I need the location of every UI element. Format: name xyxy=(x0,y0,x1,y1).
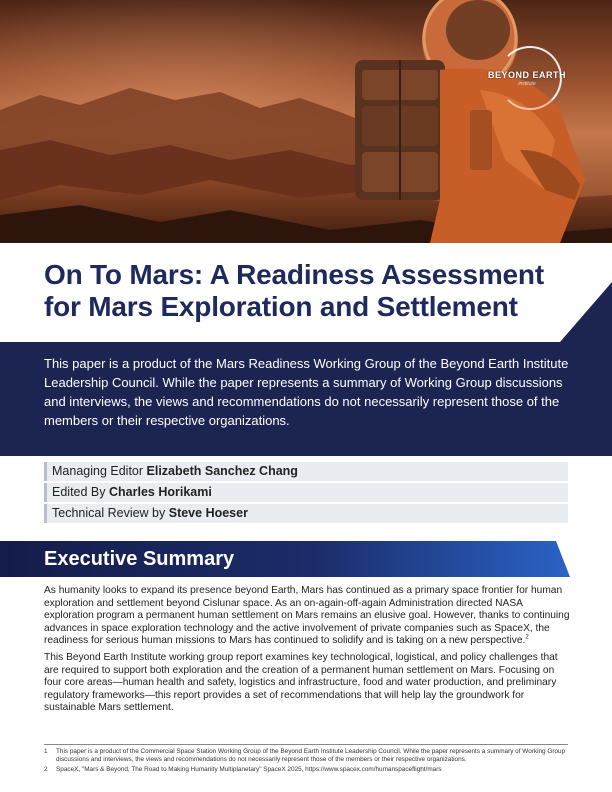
hero-image xyxy=(0,0,612,243)
abstract-text: This paper is a product of the Mars Readiness Working Group of the Beyond Earth Institute Leadership Council. While the paper represents a summary of Working Group discussions and interviews, the views and recommendations do not necessarily represent those of the members or their respective organizations. xyxy=(44,356,569,428)
credit-label: Managing Editor xyxy=(52,464,144,478)
footnote-item xyxy=(44,766,574,774)
paragraph-text: As humanity looks to expand its presence beyond Earth, Mars has continued as a primary space frontier for human exploration and settlement beyond Cislunar space. As an on-again-off-again Administration directed NASA exploration program a permanent human settlement on Mars remains an elusive goal. However, thanks to continuing advances in space exploration technology and the active involvement of private companies such as SpaceX, the readiness for serious human missions to Mars has continued to solidify and is taking on a new perspective. xyxy=(44,585,570,647)
mars-astronaut-illustration xyxy=(0,0,612,243)
credit-row-editor xyxy=(44,483,568,502)
footnote-divider xyxy=(44,744,568,745)
body-paragraph xyxy=(44,585,574,648)
footnote-ref[interactable]: 2 xyxy=(525,634,529,641)
credit-name: Elizabeth Sanchez Chang xyxy=(146,464,298,478)
credit-row-technical-review xyxy=(44,504,568,523)
beyond-earth-logo xyxy=(484,46,570,112)
logo-subtitle: institute xyxy=(518,81,536,87)
credit-name: Charles Horikami xyxy=(109,485,212,499)
logo-name: BEYOND EARTH xyxy=(487,70,566,80)
report-title: On To Mars: A Readiness Assessment for Mars Exploration and Settlement xyxy=(44,259,544,322)
credit-label: Technical Review by xyxy=(52,506,166,520)
paragraph-text: This Beyond Earth Institute working group report examines key technological, logistical, and policy challenges that are required to support both exploration and the creation of a permanent human settlement on Mars. Focusing on four core areas—human health and safety, logistics and infrastructure, food and water production, and preliminary regulatory frameworks—this report provides a set of recommendations that will help lay the groundwork for sustainable Mars settlement. xyxy=(44,651,558,714)
footnote-item xyxy=(44,748,574,764)
section-body xyxy=(44,585,574,719)
footnote-text: SpaceX, "Mars & Beyond, The Road to Making Humanity Multiplanetary" SpaceX 2025, https://www.spacex.com/humanspaceflight/mars xyxy=(56,766,442,773)
footnote-number: 1 xyxy=(44,748,48,755)
footnote-text: This paper is a product of the Commercial Space Station Working Group of the Beyond Earth Institute Leadership Council. While the paper represents a summary of Working Group discussions and interviews, the views and recommendations do not necessarily represent those of the members or their respective organizations. xyxy=(56,748,566,763)
footnotes xyxy=(44,748,574,776)
credits-block xyxy=(44,462,568,525)
credit-name: Steve Hoeser xyxy=(168,506,248,520)
footnote-number: 2 xyxy=(44,766,48,773)
body-paragraph xyxy=(44,652,574,715)
credit-row-managing-editor xyxy=(44,462,568,481)
section-title: Executive Summary xyxy=(44,548,235,570)
credit-label: Edited By xyxy=(52,485,106,499)
band-notch-decoration xyxy=(560,282,612,342)
